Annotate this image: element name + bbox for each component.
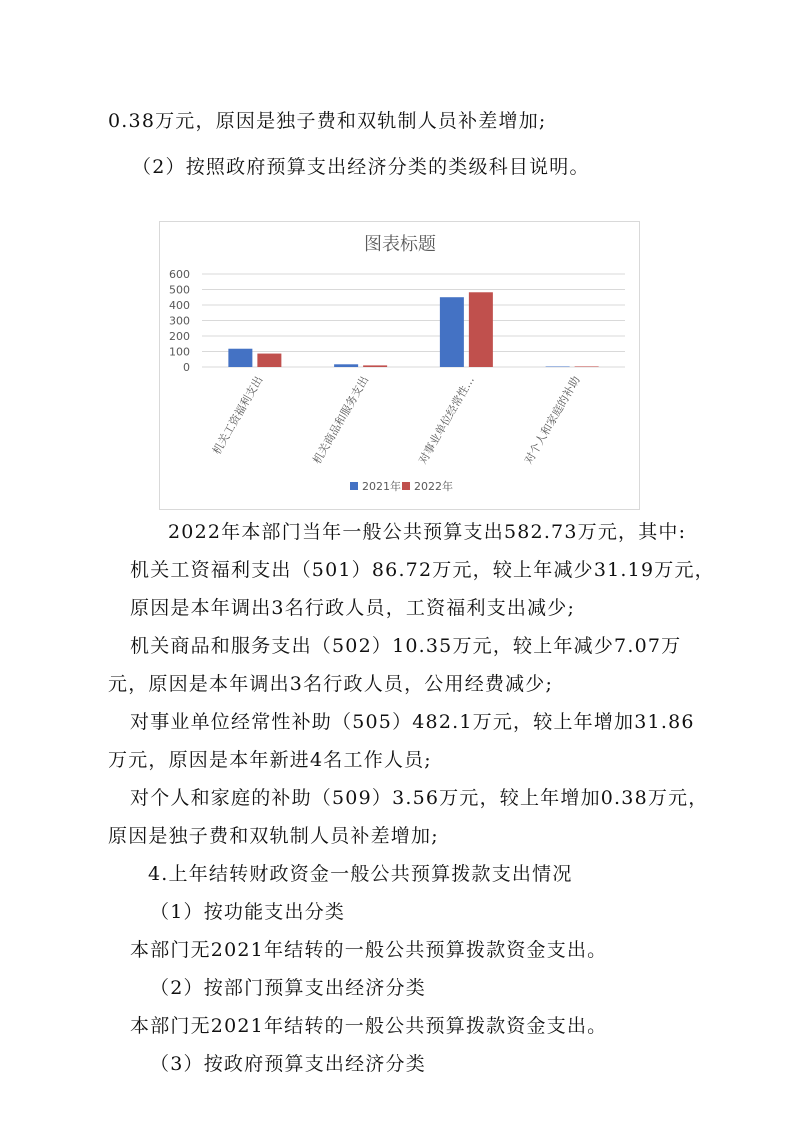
legend-layer: [350, 479, 453, 493]
doc-line-17: （3）按政府预算支出经济分类: [150, 1053, 426, 1075]
y-tick-label: 400: [169, 299, 190, 312]
bar-2021-1: [334, 364, 358, 367]
legend-label-0: 2021年: [362, 480, 401, 493]
x-tick-label: 机关工资福利支出: [210, 374, 266, 457]
y-tick-label: 200: [169, 330, 190, 343]
x-tick-label: 机关商品和服务支出: [310, 374, 372, 467]
y-tick-label: 300: [169, 314, 190, 328]
legend-label-1: 2022年: [414, 480, 453, 493]
bar-2021-2: [440, 297, 464, 367]
doc-line-11: 原因是独子费和双轨制人员补差增加;: [108, 825, 439, 847]
doc-line-13: （1）按功能支出分类: [150, 901, 346, 923]
doc-line-10: 对个人和家庭的补助（509）3.56万元，较上年增加0.38万元，: [130, 787, 709, 809]
bar-2021-3: [546, 367, 570, 368]
bar-2021-0: [228, 349, 252, 367]
doc-line-6: 机关商品和服务支出（502）10.35万元，较上年减少7.07万: [130, 635, 682, 657]
doc-line-12: 4.上年结转财政资金一般公共预算拨款支出情况: [148, 863, 573, 885]
doc-line-14: 本部门无2021年结转的一般公共预算拨款资金支出。: [130, 939, 608, 961]
grid-layer: [202, 274, 625, 367]
bar-2022-3: [575, 366, 599, 367]
bar-2022-0: [257, 354, 281, 367]
chart-title: 图表标题: [364, 234, 436, 255]
doc-line-3: 2022年本部门当年一般公共预算支出582.73万元，其中:: [168, 521, 687, 543]
chart-svg: [160, 222, 639, 509]
doc-line-8: 对事业单位经常性补助（505）482.1万元，较上年增加31.86: [130, 711, 695, 733]
y-tick-label: 0: [183, 361, 190, 374]
bar-2022-2: [469, 292, 493, 367]
doc-line-2: （2）按照政府预算支出经济分类的类级科目说明。: [132, 156, 590, 178]
doc-line-9: 万元，原因是本年新进4名工作人员;: [108, 749, 432, 771]
bar-2022-1: [363, 365, 387, 367]
doc-line-16: 本部门无2021年结转的一般公共预算拨款资金支出。: [130, 1015, 608, 1037]
legend-swatch-1: [402, 482, 410, 490]
doc-line-7: 元，原因是本年调出3名行政人员，公用经费减少;: [108, 673, 554, 695]
doc-line-1: 0.38万元，原因是独子费和双轨制人员补差增加;: [108, 110, 547, 132]
legend-swatch-0: [350, 482, 358, 490]
x-tick-label: 对事业单位经常性…: [416, 374, 477, 467]
x-tick-label: 对个人和家庭的补助: [521, 374, 583, 467]
y-tick-label: 500: [169, 283, 190, 297]
bars-layer: [228, 292, 598, 367]
y-tick-label: 100: [169, 345, 190, 359]
doc-line-4: 机关工资福利支出（501）86.72万元，较上年减少31.19万元，: [130, 559, 715, 581]
bar-chart: [159, 221, 640, 510]
doc-line-5: 原因是本年调出3名行政人员，工资福利支出减少;: [130, 597, 576, 619]
doc-line-15: （2）按部门预算支出经济分类: [150, 977, 426, 999]
y-tick-label: 600: [169, 268, 190, 281]
